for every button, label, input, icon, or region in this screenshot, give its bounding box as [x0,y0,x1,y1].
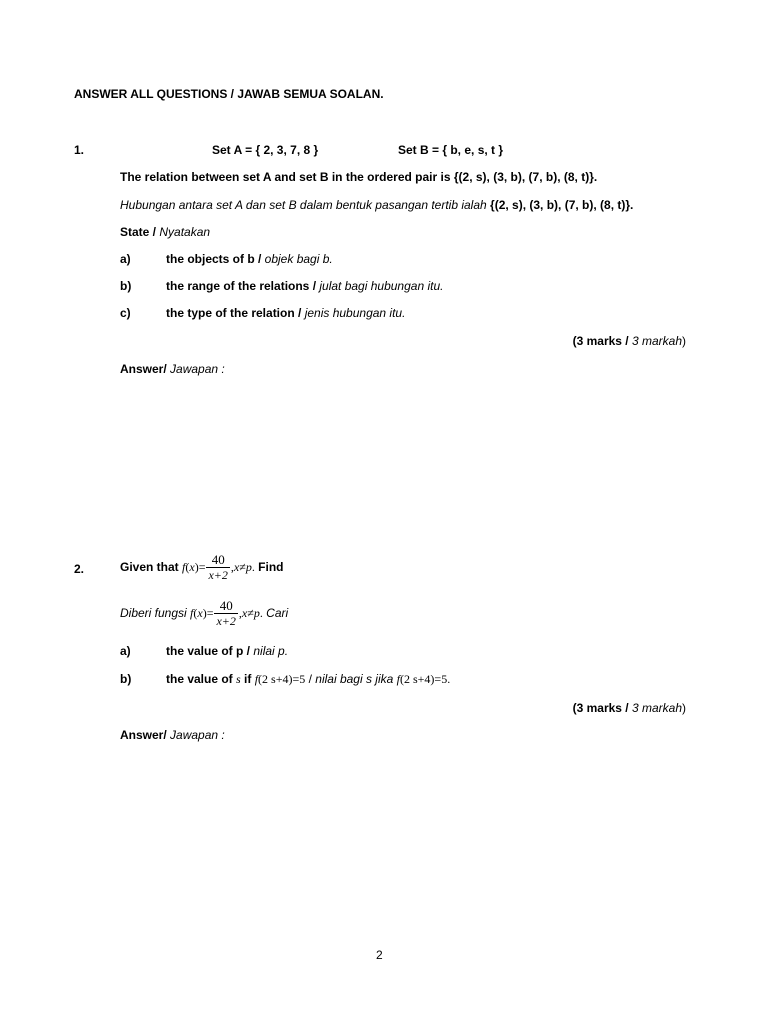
q2-part-a-label: a) [120,644,131,658]
q2-part-b-separator: / [305,672,316,686]
function-fraction-ms [214,598,237,629]
q1-marks-close: ) [682,334,686,348]
fraction-numerator-ms: 40 [214,598,237,614]
q1-part-a-label: a) [120,252,131,266]
q2-answer-en: Answer/ [120,728,171,742]
question-2-number: 2. [74,562,85,576]
paren-open-ms: ( [193,606,198,620]
not-equal-sign: ≠ [239,560,246,574]
condition-comma: , [230,560,234,574]
q2-part-b-text [166,672,450,687]
q2-find-ms: Cari [262,606,289,620]
q2-given-label: Given that [120,560,183,574]
equals-sign: = [198,560,206,574]
q1-state-instruction [120,225,210,240]
q1-answer-ms: Jawapan : [170,362,225,376]
q2-given-malay [120,598,288,629]
fraction-denominator-ms: x+2 [216,614,236,629]
set-b-definition: Set B = { b, e, s, t } [398,143,504,157]
expression-argument-b2: 2 s+4 [403,672,431,686]
q1-part-a-english: the objects of b / [166,252,265,266]
function-name-ms: f [190,606,194,620]
function-name: f [182,560,186,574]
set-a-definition: Set A = { 2, 3, 7, 8 } [212,143,319,157]
q2-given-ms-label: Diberi fungsi [120,606,191,620]
function-argument: x [189,560,195,574]
paren-close: ) [194,560,199,574]
q2-answer-label [120,728,225,743]
q1-part-b-text [166,279,443,294]
q2-part-b-period: . [447,672,451,686]
q2-part-b-if: if [240,672,255,686]
q2-part-a-malay: nilai p. [253,644,289,658]
q1-statement-malay [120,198,633,213]
q2-part-a-text [166,644,288,659]
condition-variable: x [233,560,240,574]
q2-part-a-english: the value of p / [166,644,254,658]
q1-ordered-pairs: {(2, s), (3, b), (7, b), (8, t)}. [490,198,634,212]
function-fraction [206,552,229,583]
q2-marks-en: (3 marks / [572,701,632,715]
q2-marks-ms: 3 markah [631,701,682,715]
q1-part-a-malay: objek bagi b. [264,252,333,266]
q2-marks [573,701,686,716]
instructions-header: ANSWER ALL QUESTIONS / JAWAB SEMUA SOALAN. [74,87,384,101]
q2-answer-ms: Jawapan : [170,728,225,742]
function-name-b1: f [254,672,259,686]
fraction-denominator: x+2 [208,568,228,583]
function-argument-ms: x [197,606,203,620]
condition-comma-ms: , [238,606,242,620]
page-number: 2 [376,948,383,962]
paren-close-b2: ) [430,672,435,686]
paren-close-ms: ) [202,606,207,620]
q1-marks-ms: 3 markah [631,334,682,348]
function-name-b2: f [396,672,400,686]
q1-part-b-label: b) [120,279,132,293]
paren-open: ( [185,560,190,574]
not-equal-sign-ms: ≠ [247,606,254,620]
q1-marks [573,334,686,349]
q1-part-b-malay: julat bagi hubungan itu. [319,279,444,293]
q2-given-english [120,552,284,583]
q2-part-b-english: the value of [166,672,237,686]
q2-find-en: Find [254,560,284,574]
expression-value-b2: =5 [434,672,448,686]
q1-part-c-malay: jenis hubungan itu. [304,306,406,320]
q2-marks-close: ) [682,701,686,715]
paren-close-b1: ) [288,672,293,686]
fraction-numerator: 40 [206,552,229,568]
question-1-number: 1. [74,143,85,157]
q1-part-b-english: the range of the relations / [166,279,320,293]
q2-part-b-malay: nilai bagi s jika [315,672,397,686]
state-label-en: State / [120,225,160,239]
expression-value-b1: =5 [292,672,306,686]
q1-part-a-text [166,252,333,267]
q1-part-c-text [166,306,405,321]
variable-s: s [236,672,241,686]
q1-answer-label [120,362,225,377]
q1-marks-en: (3 marks / [572,334,632,348]
q1-statement-malay-text: Hubungan antara set A dan set B dalam bentuk pasangan tertib ialah [120,198,491,212]
equals-sign-ms: = [206,606,214,620]
q1-statement-english: The relation between set A and set B in the ordered pair is {(2, s), (3, b), (7, b), (8, t)}. [120,170,598,184]
condition-variable-ms: x [241,606,248,620]
q1-part-c-english: the type of the relation / [166,306,305,320]
q2-part-b-label: b) [120,672,132,686]
condition-period: . [251,560,255,574]
condition-period-ms: . [259,606,263,620]
expression-argument-b1: 2 s+4 [262,672,289,686]
q1-answer-en: Answer/ [120,362,171,376]
condition-p-ms: p [253,606,260,620]
paren-open-b1: ( [258,672,263,686]
q1-part-c-label: c) [120,306,131,320]
paren-open-b2: ( [399,672,404,686]
state-label-ms: Nyatakan [159,225,211,239]
condition-p: p [245,560,252,574]
